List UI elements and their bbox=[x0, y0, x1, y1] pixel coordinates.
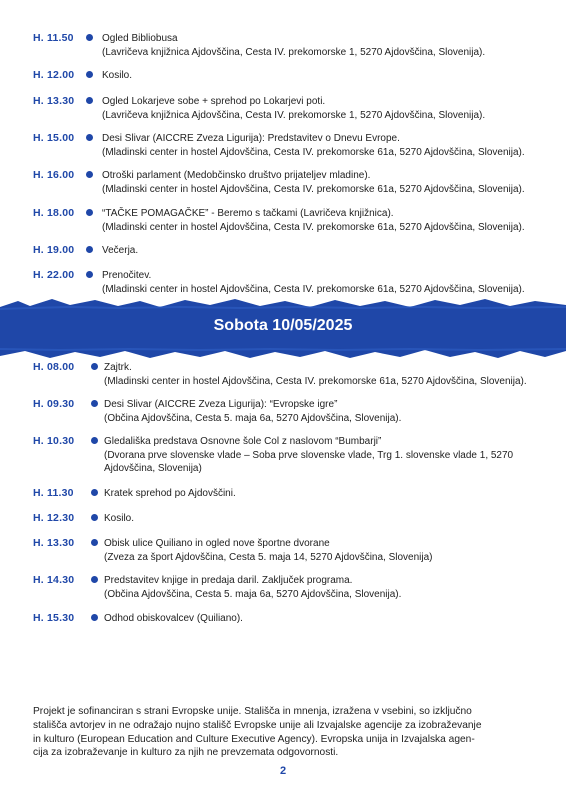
item-time: H. 15.30 bbox=[33, 612, 75, 624]
item-title: Zajtrk. bbox=[104, 362, 132, 373]
item-location: (Mladinski center in hostel Ajdovščina, Cesta IV. prekomorske 61a, 5270 Ajdovščina, Slovenija). bbox=[102, 283, 525, 295]
item-text bbox=[102, 69, 542, 83]
disclaimer-line: stališča avtorjev in ne odražajo nujno stališč Evropske unije ali Izvajalske agencije za izobraževanje bbox=[33, 719, 482, 731]
item-location: (Dvorana prve slovenske vlade – Soba prve slovenske vlade, Trg 1. slovenske vlade 1, 5270 bbox=[104, 449, 514, 461]
item-title: Kosilo. bbox=[102, 70, 133, 81]
bullet-dot-icon bbox=[91, 614, 98, 621]
item-location: (Lavričeva knjižnica Ajdovščina, Cesta IV. prekomorske 1, 5270 Ajdovščina, Slovenija). bbox=[102, 46, 486, 58]
item-title: Desi Slivar (AICCRE Zveza Ligurija): “Evropske igre” bbox=[104, 399, 338, 410]
item-text bbox=[102, 244, 542, 258]
bullet-dot-icon bbox=[91, 576, 98, 583]
item-time: H. 19.00 bbox=[33, 244, 75, 256]
disclaimer-line: Projekt je sofinanciran s strani Evropske unije. Stališča in mnenja, izražena v vsebini, so izključno bbox=[33, 706, 472, 717]
item-title: “TAČKE POMAGAČKE” - Beremo s tačkami (Lavričeva knjižnica). bbox=[102, 208, 394, 219]
item-text bbox=[104, 398, 544, 425]
item-time: H. 16.00 bbox=[33, 169, 75, 181]
item-text bbox=[104, 612, 544, 626]
item-text bbox=[102, 132, 542, 159]
item-title: Kratek sprehod po Ajdovščini. bbox=[104, 488, 236, 499]
item-title: Predstavitev knjige in predaja daril. Zaključek programa. bbox=[104, 575, 353, 586]
item-title: Odhod obiskovalcev (Quiliano). bbox=[104, 613, 243, 624]
item-time: H. 08.00 bbox=[33, 361, 75, 373]
item-location: (Zveza za šport Ajdovščina, Cesta 5. maja 14, 5270 Ajdovščina, Slovenija) bbox=[104, 551, 433, 563]
item-time: H. 09.30 bbox=[33, 398, 75, 410]
item-text bbox=[104, 487, 544, 501]
item-title: Ogled Lokarjeve sobe + sprehod po Lokarjevi poti. bbox=[102, 96, 326, 107]
page-number: 2 bbox=[279, 765, 287, 777]
item-text bbox=[102, 207, 542, 234]
item-text bbox=[104, 361, 544, 388]
item-text bbox=[104, 574, 544, 601]
bullet-dot-icon bbox=[91, 514, 98, 521]
item-location: (Mladinski center in hostel Ajdovščina, Cesta IV. prekomorske 61a, 5270 Ajdovščina, Slovenija). bbox=[102, 221, 525, 233]
item-title: Otroški parlament (Medobčinsko društvo prijateljev mladine). bbox=[102, 170, 371, 181]
item-location: (Lavričeva knjižnica Ajdovščina, Cesta IV. prekomorske 1, 5270 Ajdovščina, Slovenija). bbox=[102, 109, 486, 121]
item-time: H. 15.00 bbox=[33, 132, 75, 144]
bullet-dot-icon bbox=[91, 539, 98, 546]
item-location: (Mladinski center in hostel Ajdovščina, Cesta IV. prekomorske 61a, 5270 Ajdovščina, Slovenija). bbox=[104, 375, 527, 387]
bullet-dot-icon bbox=[91, 437, 98, 444]
item-title: Obisk ulice Quiliano in ogled nove športne dvorane bbox=[104, 538, 330, 549]
item-text bbox=[104, 435, 544, 476]
item-text bbox=[102, 269, 542, 296]
banner-title: Sobota 10/05/2025 bbox=[213, 317, 353, 334]
bullet-dot-icon bbox=[86, 171, 93, 178]
bullet-dot-icon bbox=[91, 400, 98, 407]
bullet-dot-icon bbox=[86, 97, 93, 104]
item-location: (Mladinski center in hostel Ajdovščina, Cesta IV. prekomorske 61a, 5270 Ajdovščina, Slovenija). bbox=[102, 183, 525, 195]
item-text bbox=[104, 512, 544, 526]
bullet-dot-icon bbox=[91, 363, 98, 370]
item-time: H. 11.30 bbox=[33, 487, 74, 499]
bullet-dot-icon bbox=[91, 489, 98, 496]
item-time: H. 22.00 bbox=[33, 269, 75, 281]
item-title: Prenočitev. bbox=[102, 270, 152, 281]
item-time: H. 11.50 bbox=[33, 32, 74, 44]
item-time: H. 13.30 bbox=[33, 537, 75, 549]
bullet-dot-icon bbox=[86, 71, 93, 78]
item-text bbox=[102, 95, 542, 122]
item-location: (Mladinski center in hostel Ajdovščina, Cesta IV. prekomorske 61a, 5270 Ajdovščina, Slovenija). bbox=[102, 146, 525, 158]
disclaimer-line: in kulturo (European Education and Culture Executive Agency). Evropska unija in Izvajalska agen- bbox=[33, 733, 475, 745]
item-time: H. 18.00 bbox=[33, 207, 75, 219]
disclaimer-line: cija za izobraževanje in kulturo za njih ne prevzemata odgovornosti. bbox=[33, 747, 339, 759]
bullet-dot-icon bbox=[86, 134, 93, 141]
item-title: Kosilo. bbox=[104, 513, 135, 524]
eu-disclaimer bbox=[33, 705, 538, 760]
item-title: Gledališka predstava Osnovne šole Col z naslovom “Bumbarji” bbox=[104, 436, 382, 447]
item-time: H. 12.30 bbox=[33, 512, 75, 524]
item-text bbox=[102, 32, 542, 59]
item-location: (Občina Ajdovščina, Cesta 5. maja 6a, 5270 Ajdovščina, Slovenija). bbox=[104, 412, 402, 424]
item-time: H. 10.30 bbox=[33, 435, 75, 447]
bullet-dot-icon bbox=[86, 209, 93, 216]
item-text bbox=[102, 169, 542, 196]
item-time: H. 13.30 bbox=[33, 95, 75, 107]
item-time: H. 14.30 bbox=[33, 574, 75, 586]
bullet-dot-icon bbox=[86, 246, 93, 253]
item-title: Ogled Bibliobusa bbox=[102, 33, 178, 44]
bullet-dot-icon bbox=[86, 34, 93, 41]
item-title: Večerja. bbox=[102, 245, 139, 256]
item-time: H. 12.00 bbox=[33, 69, 75, 81]
bullet-dot-icon bbox=[86, 271, 93, 278]
item-location-cont: Ajdovščina, Slovenija) bbox=[104, 463, 202, 474]
item-text bbox=[104, 537, 544, 564]
item-location: (Občina Ajdovščina, Cesta 5. maja 6a, 5270 Ajdovščina, Slovenija). bbox=[104, 588, 402, 600]
item-title: Desi Slivar (AICCRE Zveza Ligurija): Predstavitev o Dnevu Evrope. bbox=[102, 133, 400, 144]
